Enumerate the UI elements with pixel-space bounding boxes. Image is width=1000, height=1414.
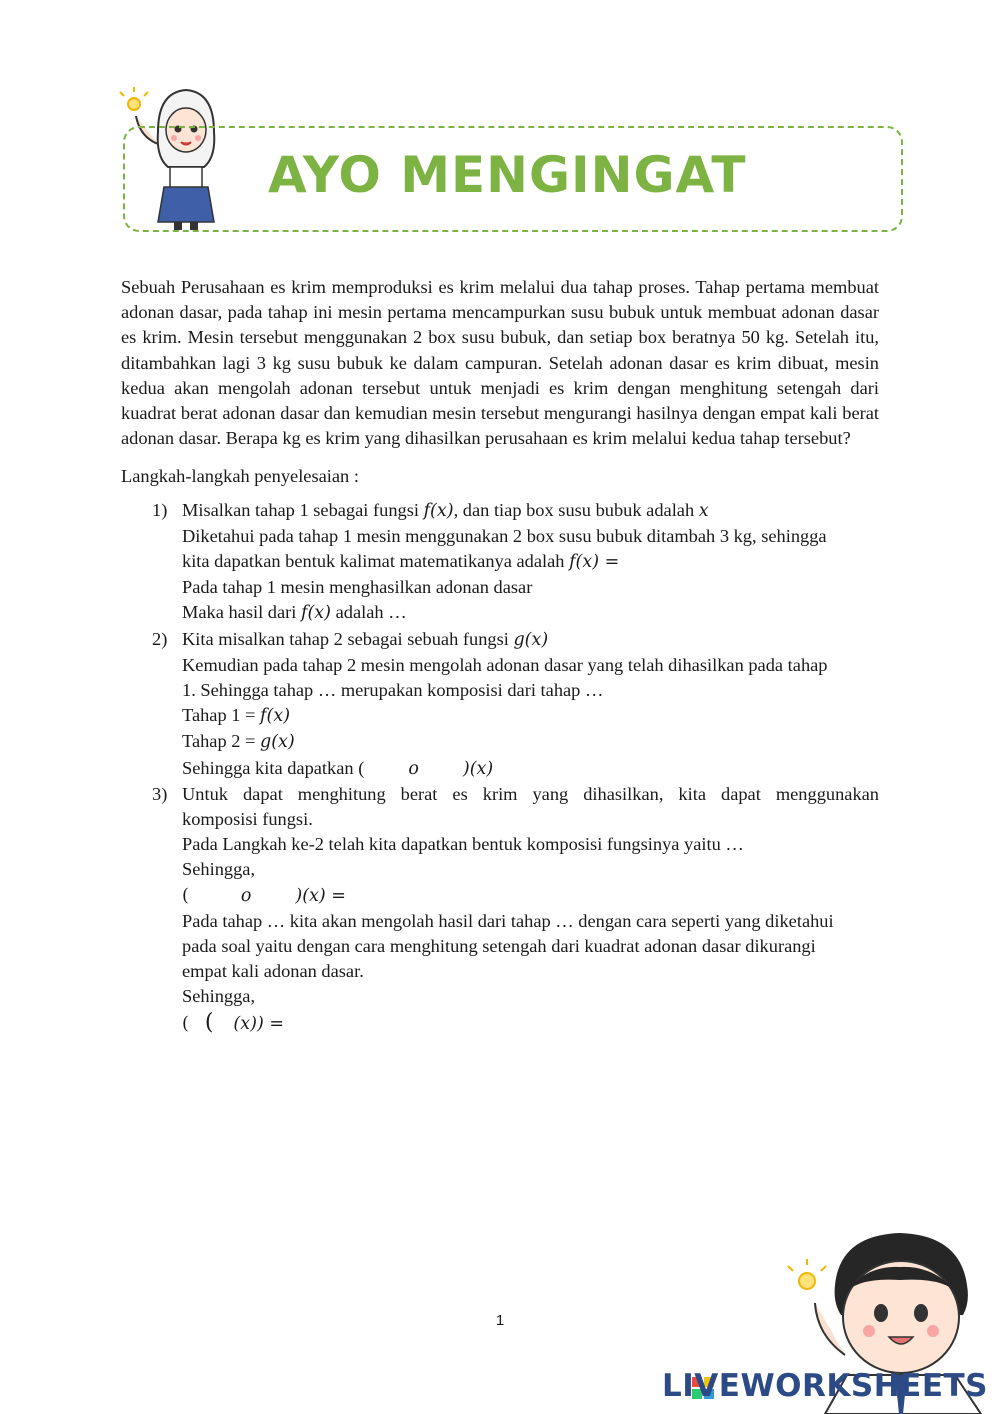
step-number: 3) [152, 783, 168, 804]
math-x: x [698, 500, 709, 521]
compose-operator: o [408, 758, 419, 779]
step3-line6: Pada tahap … kita akan mengolah hasil dari tahap … dengan cara seperti yang diketahui [182, 910, 834, 931]
step3-line3: Pada Langkah ke-2 telah kita dapatkan bentuk komposisi fungsinya yaitu … [182, 834, 744, 855]
step3-line4: Sehingga, [182, 859, 256, 880]
math-gx: g(x) [513, 629, 549, 650]
math-fx-eq: f(x) = [569, 552, 620, 573]
step-number: 1) [152, 499, 168, 520]
step-3 [121, 782, 879, 1037]
math-fx: f(x) [260, 706, 291, 727]
step3-line9: Sehingga, [182, 986, 256, 1007]
step2-line5: Tahap 2 = [182, 731, 261, 752]
step3-line8: empat kali adonan dasar. [182, 961, 364, 982]
step3-line7: pada soal yaitu dengan cara menghitung setengah dari kuadrat adonan dasar dikurangi [182, 936, 816, 957]
lightbulb-icon [120, 87, 148, 110]
step-1 [121, 498, 879, 627]
solution-lead: Langkah-langkah penyelesaian : [121, 466, 359, 487]
liveworksheets-watermark: LIVEWORKSHEETS [662, 1368, 988, 1404]
math-xparen-eq: )(x) = [295, 885, 346, 906]
math-gx: g(x) [260, 732, 295, 753]
math-open-paren-large: ( [204, 1009, 214, 1035]
step2-line2: Kemudian pada tahap 2 mesin mengolah adonan dasar yang telah dihasilkan pada tahap [182, 654, 828, 675]
step1-line1b: , dan tiap box susu bubuk adalah [453, 499, 699, 520]
page-title: AYO MENGINGAT [268, 146, 747, 204]
math-open-paren: ( [182, 885, 189, 906]
step1-line2: Diketahui pada tahap 1 mesin menggunakan 2 box susu bubuk ditambah 3 kg, sehingga [182, 525, 827, 546]
step3-line1: Untuk dapat menghitung berat es krim yang dihasilkan, kita dapat menggunakan [182, 783, 879, 804]
math-fx: f(x) [301, 603, 332, 624]
step1-line5a: Maka hasil dari [182, 602, 301, 623]
step-number: 2) [152, 628, 168, 649]
math-close-x: )(x) [462, 758, 494, 779]
step1-line4: Pada tahap 1 mesin menghasilkan adonan dasar [182, 577, 533, 598]
step1-line3: kita dapatkan bentuk kalimat matematikanya adalah [182, 551, 570, 572]
math-fx: f(x) [423, 500, 454, 521]
problem-text: Sebuah Perusahaan es krim memproduksi es krim melalui dua tahap proses. Tahap pertama membuat adonan dasar, pada tahap ini mesin pertama mencampurkan susu bubuk untuk membuat adonan dasar es krim. Mesin tersebut menggunakan 2 box susu bubuk, dan setiap box beratnya 50 kg. Setelah itu, ditambahkan lagi 3 kg susu bubuk ke dalam campuran. Setelah adonan dasar es krim dibuat, mesin kedua akan mengolah adonan tersebut untuk menjadi es krim dengan menghitung setengah dari kuadrat berat adonan dasar dan kemudian mesin tersebut mengurangi hasilnya dengan empat kali berat adonan dasar. Berapa kg es krim yang dihasilkan perusahaan es krim melalui kedua tahap tersebut? [121, 277, 879, 449]
compose-operator: o [240, 885, 252, 906]
step2-line6: Sehingga kita dapatkan ( [182, 757, 365, 778]
math-open-paren: ( [182, 1013, 189, 1034]
steps-list [121, 498, 879, 1037]
step2-line3: 1. Sehingga tahap … merupakan komposisi dari tahap … [182, 680, 604, 701]
step1-line1a: Misalkan tahap 1 sebagai fungsi [182, 499, 424, 520]
worksheet-content [121, 275, 879, 1037]
step1-line5b: adalah … [331, 602, 407, 623]
step3-line2: komposisi fungsi. [182, 809, 313, 830]
step2-line1: Kita misalkan tahap 2 sebagai sebuah fungsi [182, 628, 514, 649]
step2-line4: Tahap 1 = [182, 705, 261, 726]
page-number: 1 [495, 1312, 505, 1329]
lightbulb-icon [788, 1259, 826, 1289]
step-2 [121, 627, 879, 782]
math-final-eq: (x)) = [233, 1013, 284, 1034]
